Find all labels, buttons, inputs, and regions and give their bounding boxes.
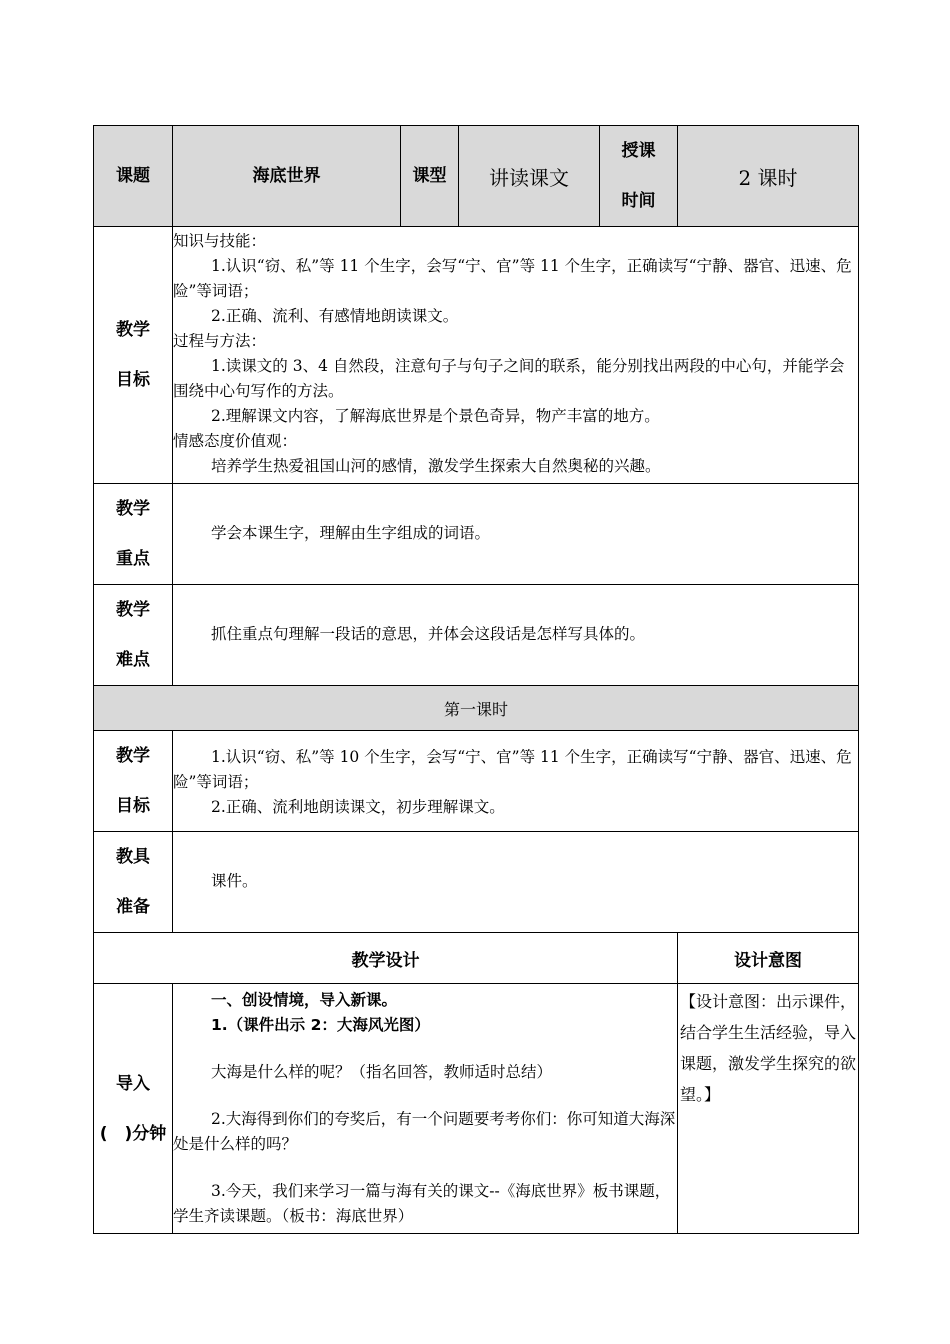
intro-step-heading: 一、创设情境，导入新课。 xyxy=(211,991,398,1009)
time-label xyxy=(600,126,678,227)
objectives-label-line-2: 目标 xyxy=(116,370,150,390)
lesson-one-title: 第一课时 xyxy=(94,686,859,731)
objectives-row xyxy=(94,227,859,484)
emotion-heading: 情感态度价值观： xyxy=(173,432,298,450)
intro-step-3: 3.今天，我们来学习一篇与海有关的课文--《海底世界》板书课题，学生齐读课题。（板书：海底世界） xyxy=(173,1182,671,1225)
difficulties-label-line-2: 难点 xyxy=(116,650,150,670)
lesson-one-objective-1: 1.认识“窃、私”等 10 个生字，会写“宁、官”等 11 个生字，正确读写“宁静、器官、迅速、危险”等词语； xyxy=(173,748,852,791)
process-item-2: 2.理解课文内容，了解海底世界是个景色奇异，物产丰富的地方。 xyxy=(211,407,660,425)
process-heading: 过程与方法： xyxy=(173,332,267,350)
key-points-label xyxy=(94,484,173,585)
objectives-label-line-1: 教学 xyxy=(116,320,150,340)
title-label: 课题 xyxy=(94,126,173,227)
lesson-one-objectives-content xyxy=(173,731,859,832)
knowledge-heading: 知识与技能： xyxy=(173,232,267,250)
tools-row xyxy=(94,832,859,933)
emotion-item-1: 培养学生热爱祖国山河的感情，激发学生探索大自然奥秘的兴趣。 xyxy=(211,457,661,475)
key-points-text: 学会本课生字，理解由生字组成的词语。 xyxy=(173,484,859,585)
difficulties-label-line-1: 教学 xyxy=(116,600,150,620)
intro-row xyxy=(94,984,859,1234)
objectives-label xyxy=(94,227,173,484)
tools-label-line-2: 准备 xyxy=(116,897,150,917)
lesson-one-objective-2: 2.正确、流利地朗读课文，初步理解课文。 xyxy=(211,798,505,816)
lesson-one-row xyxy=(94,686,859,731)
tools-label-line-1: 教具 xyxy=(116,847,150,867)
design-header: 教学设计 xyxy=(94,933,678,984)
lesson-plan-table xyxy=(93,125,859,1234)
spacer xyxy=(173,1085,677,1107)
intro-step-1-question: 大海是什么样的呢？（指名回答，教师适时总结） xyxy=(211,1063,553,1081)
type-value: 讲读课文 xyxy=(459,126,600,227)
lesson-one-objectives-row xyxy=(94,731,859,832)
lesson-one-objectives-label xyxy=(94,731,173,832)
key-points-row xyxy=(94,484,859,585)
intro-label-line-1: 导入 xyxy=(116,1073,150,1094)
knowledge-item-2: 2.正确、流利、有感情地朗读课文。 xyxy=(211,307,459,325)
intro-step-1: 1.（课件出示 2：大海风光图） xyxy=(211,1016,430,1034)
spacer xyxy=(173,1038,677,1060)
spacer xyxy=(173,1157,677,1179)
key-points-label-line-1: 教学 xyxy=(116,499,150,519)
design-header-row xyxy=(94,933,859,984)
key-points-label-line-2: 重点 xyxy=(116,549,150,569)
difficulties-label xyxy=(94,585,173,686)
difficulties-text: 抓住重点句理解一段话的意思，并体会这段话是怎样写具体的。 xyxy=(173,585,859,686)
intro-label-line-2: ( )分钟 xyxy=(99,1123,167,1144)
lesson-one-objectives-label-line-2: 目标 xyxy=(116,796,150,816)
intro-step-2: 2.大海得到你们的夸奖后，有一个问题要考考你们：你可知道大海深处是什么样的吗？ xyxy=(173,1110,676,1153)
knowledge-item-1: 1.认识“窃、私”等 11 个生字，会写“宁、官”等 11 个生字，正确读写“宁静、器官、迅速、危险”等词语； xyxy=(173,257,852,300)
difficulties-row xyxy=(94,585,859,686)
objectives-content xyxy=(173,227,859,484)
time-value: 2 课时 xyxy=(678,126,859,227)
intro-content xyxy=(173,984,678,1234)
header-row xyxy=(94,126,859,227)
tools-label xyxy=(94,832,173,933)
title-value: 海底世界 xyxy=(173,126,401,227)
process-item-1: 1.读课文的 3、4 自然段，注意句子与句子之间的联系，能分别找出两段的中心句，并能学会围绕中心句写作的方法。 xyxy=(173,357,845,400)
time-label-line-1: 授课 xyxy=(621,141,656,161)
lesson-plan-document xyxy=(93,125,858,1234)
intent-header: 设计意图 xyxy=(678,933,859,984)
time-label-line-2: 时间 xyxy=(621,191,656,211)
lesson-one-objectives-label-line-1: 教学 xyxy=(116,746,150,766)
intro-label xyxy=(94,984,173,1234)
tools-text: 课件。 xyxy=(173,832,859,933)
intent-note: 【设计意图：出示课件，结合学生生活经验，导入课题，激发学生探究的欲望。】 xyxy=(678,984,859,1234)
type-label: 课型 xyxy=(401,126,459,227)
